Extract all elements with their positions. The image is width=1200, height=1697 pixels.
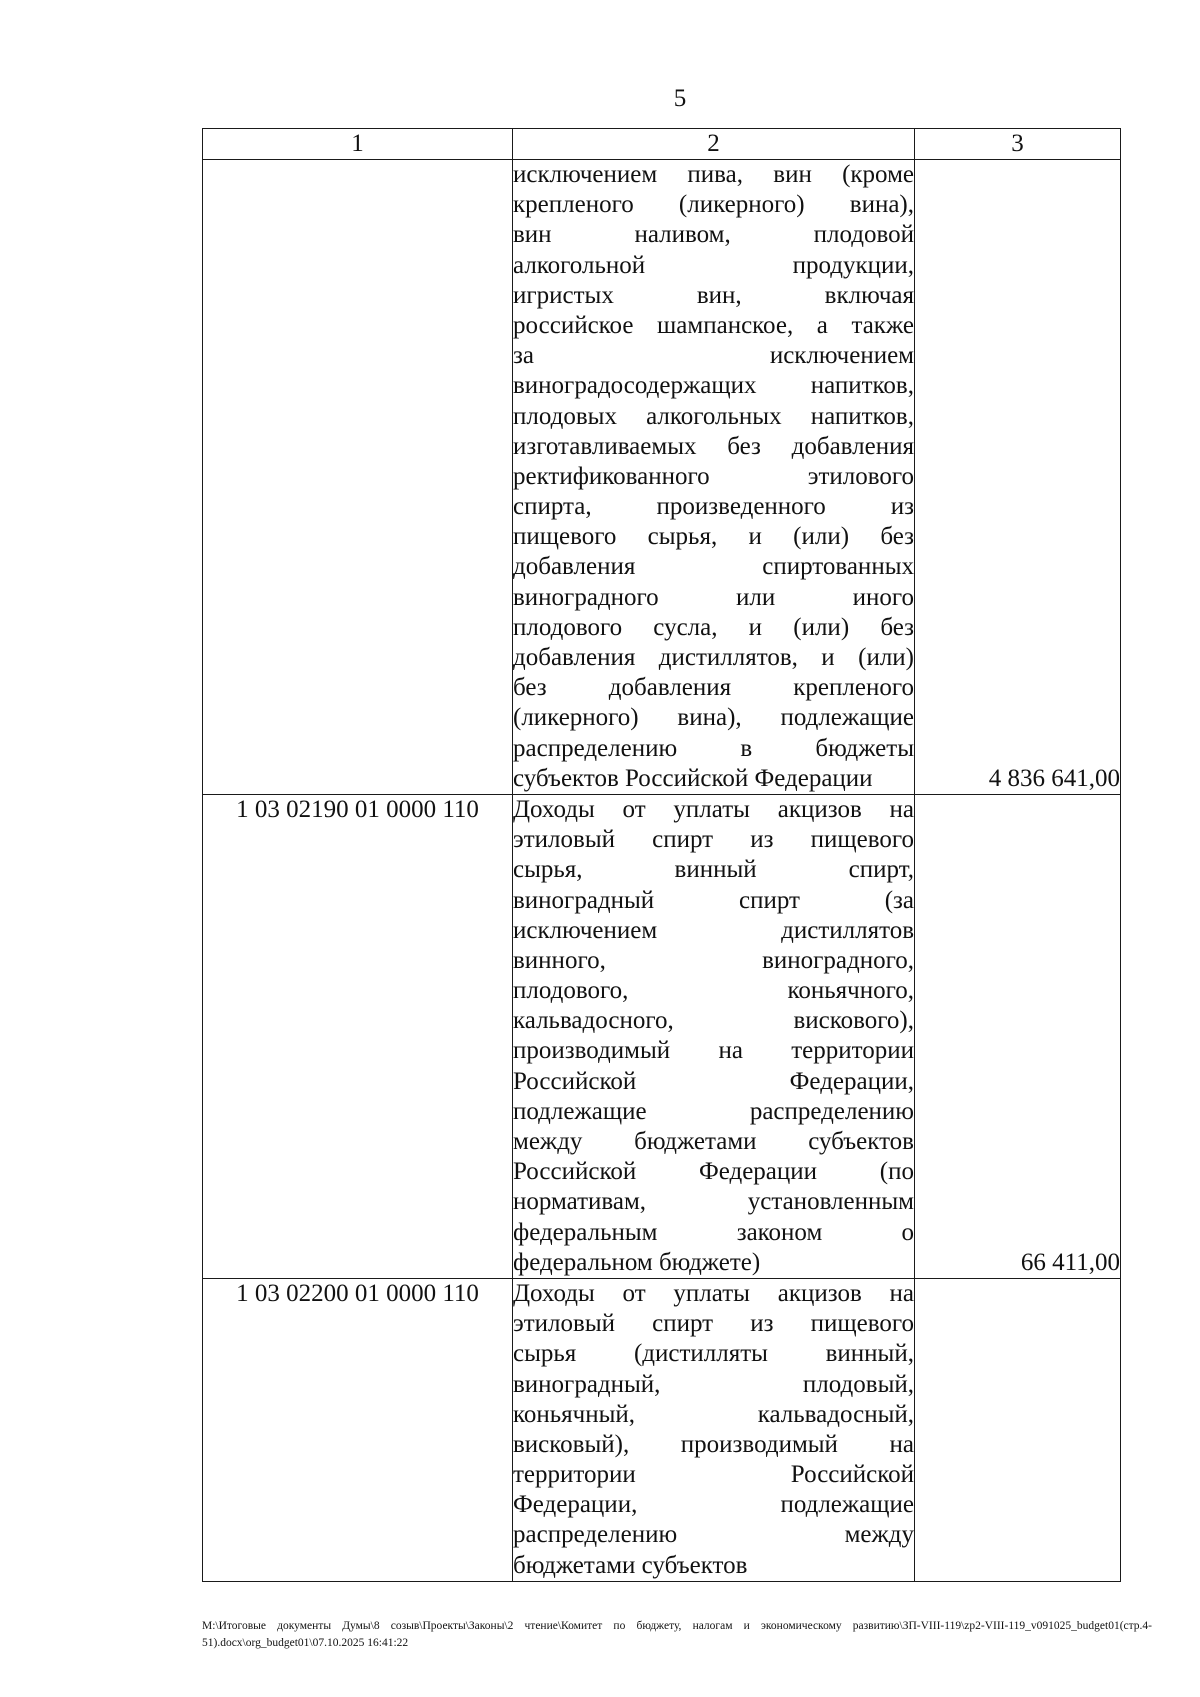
description-line: бюджетами субъектов — [513, 1551, 748, 1579]
description-line: пищевого сырья, и (или) без — [513, 523, 914, 551]
column-header-3: 3 — [915, 129, 1121, 160]
description-line: плодового, коньячного, — [513, 977, 914, 1005]
description-line: виноградного или иного — [513, 583, 914, 611]
description-line: Доходы от уплаты акцизов на — [513, 1279, 914, 1307]
description-line: висковый), производимый на — [513, 1430, 914, 1458]
description-line: крепленого (ликерного) вина), — [513, 191, 914, 219]
description-line: субъектов Российской Федерации — [513, 764, 873, 792]
description-line: виноградный спирт (за — [513, 886, 914, 914]
description-line: территории Российской — [513, 1461, 914, 1489]
description-line: добавления спиртованных — [513, 553, 914, 581]
amount-cell: 4 836 641,00 — [915, 160, 1121, 795]
description-line: сырья, винный спирт, — [513, 856, 914, 884]
description-line: Доходы от уплаты акцизов на — [513, 795, 914, 823]
description-line: виноградосодержащих напитков, — [513, 372, 914, 400]
revenue-table — [202, 128, 1121, 1582]
page-number: 5 — [673, 85, 687, 112]
description-line: (ликерного) вина), подлежащие — [513, 704, 914, 732]
description-line: сырья (дистилляты винный, — [513, 1340, 914, 1368]
description-line: спирта, произведенного из — [513, 493, 914, 521]
description-line: распределению между — [513, 1521, 914, 1549]
description-line: виноградный, плодовый, — [513, 1370, 914, 1398]
budget-code-cell: 1 03 02200 01 0000 110 — [203, 1278, 513, 1581]
description-line: коньячный, кальвадосный, — [513, 1400, 914, 1428]
table-row — [203, 1278, 1121, 1581]
revenue-description-cell — [513, 1278, 915, 1581]
description-line: распределению в бюджеты — [513, 734, 914, 762]
description-line: этиловый спирт из пищевого — [513, 826, 914, 854]
description-line: исключением дистиллятов — [513, 916, 914, 944]
budget-code-cell — [203, 160, 513, 795]
description-line: этиловый спирт из пищевого — [513, 1310, 914, 1338]
table-header-row — [203, 129, 1121, 160]
revenue-description-cell — [513, 794, 915, 1278]
description-line: российское шампанское, а также — [513, 311, 914, 339]
table-body — [203, 160, 1121, 1582]
description-line: нормативам, установленным — [513, 1188, 914, 1216]
description-line: добавления дистиллятов, и (или) — [513, 644, 914, 671]
document-file-path: M:\Итоговые документы Думы\8 созыв\Проекты\Законы\2 чтение\Комитет по бюджету, налогам и экономическому развитию\ЗП-VIII-119\zp2-VIII-119_v091025_budget01(стр.4-51).docx\org_budget01\07.10.2025 16:41:22 — [202, 1620, 1152, 1649]
amount-cell: 66 411,00 — [915, 794, 1121, 1278]
revenue-description-cell — [513, 160, 915, 795]
description-line: подлежащие распределению — [513, 1097, 914, 1125]
column-header-1: 1 — [203, 129, 513, 160]
description-line: ректификованного этилового — [513, 462, 914, 490]
budget-code-cell: 1 03 02190 01 0000 110 — [203, 794, 513, 1278]
description-line: кальвадосного, вискового), — [513, 1007, 914, 1035]
description-line: Российской Федерации, — [513, 1067, 914, 1095]
description-line: без добавления крепленого — [513, 674, 914, 702]
description-line: федеральном бюджете) — [513, 1248, 761, 1276]
description-line: плодового сусла, и (или) без — [513, 613, 914, 641]
description-line: плодовых алкогольных напитков, — [513, 402, 914, 430]
description-line: изготавливаемых без добавления — [513, 432, 914, 460]
description-line: за исключением — [513, 342, 914, 370]
amount-cell — [915, 1278, 1121, 1581]
description-line: алкогольной продукции, — [513, 251, 914, 279]
description-line: вин наливом, плодовой — [513, 221, 914, 249]
description-line: винного, виноградного, — [513, 946, 914, 974]
column-header-2: 2 — [513, 129, 915, 160]
table-row — [203, 160, 1121, 795]
description-line: производимый на территории — [513, 1037, 914, 1065]
table-row — [203, 794, 1121, 1278]
description-line: Федерации, подлежащие — [513, 1491, 914, 1519]
description-line: игристых вин, включая — [513, 281, 914, 309]
description-line: между бюджетами субъектов — [513, 1128, 914, 1155]
description-line: федеральным законом о — [513, 1218, 914, 1246]
description-line: Российской Федерации (по — [513, 1158, 914, 1186]
description-line: исключением пива, вин (кроме — [513, 161, 914, 188]
